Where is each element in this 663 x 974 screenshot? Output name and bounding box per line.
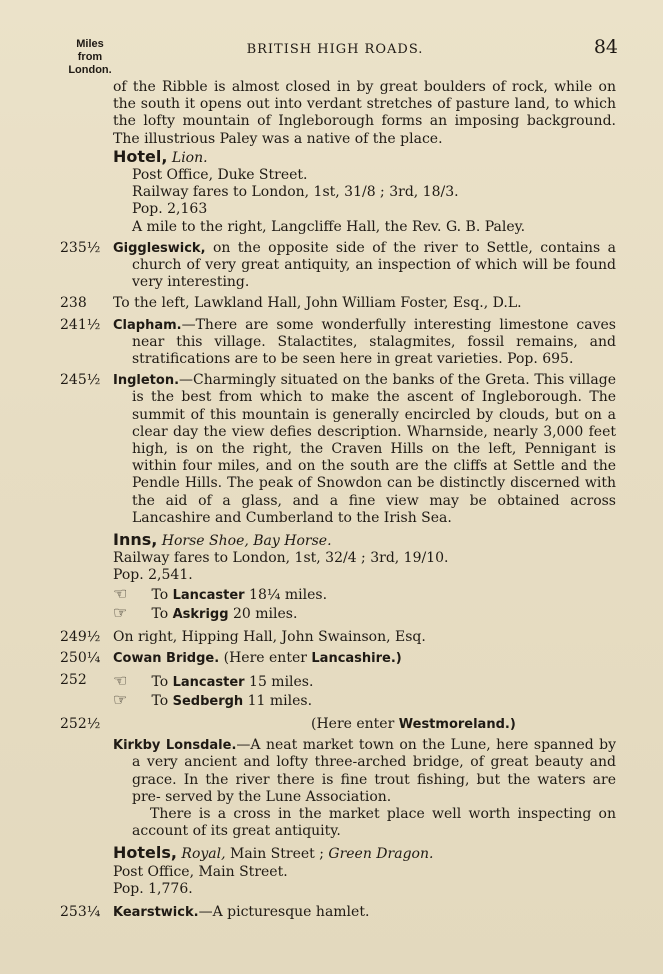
running-title: BRITISH HIGH ROADS. <box>246 42 424 57</box>
county-name: Westmoreland.) <box>398 716 516 732</box>
place-name: Kearstwick. <box>113 904 199 920</box>
place-name: Kirkby Lonsdale. <box>113 738 237 754</box>
miles-heading-line: London. <box>68 64 112 76</box>
hotel-address: Main Street ; <box>230 846 324 863</box>
railway-fares: Railway fares to London, 1st, 32/4 ; 3rd, 19/10. <box>113 550 449 567</box>
hand-pointing-right-icon: ☞ <box>113 602 128 622</box>
mile-marker: 241½ <box>60 316 101 333</box>
hotel-name: Royal, <box>181 846 226 863</box>
hand-pointing-right-icon: ☞ <box>113 689 128 709</box>
inns-heading: Inns, <box>113 530 158 550</box>
place-name: Cowan Bridge. <box>113 651 220 667</box>
county-name: Lancashire.) <box>311 651 402 667</box>
population: Pop. 2,163 <box>132 201 208 218</box>
mile-marker: 245½ <box>60 372 101 389</box>
miles-column-heading <box>58 38 122 77</box>
hand-pointing-left-icon: ☜ <box>113 583 128 603</box>
direction-line: ☞ To Askrigg 20 miles. <box>113 602 298 622</box>
hotel-name: Green Dragon. <box>328 846 434 863</box>
mile-marker: 235½ <box>60 239 101 256</box>
entry-kirkby-lonsdale: Kirkby Lonsdale.—A neat market town on the Lune, here spanned by a very ancient and lofty three-arched bridge, of great beauty and grace. In the river there is fine trout fishing, but the waters are pre- served by the Lune Association. There is a cross in the market place well worth inspecting on account of its great antiquity. <box>113 737 617 840</box>
entry-westmoreland: 252½ (Here enter Westmoreland.) <box>60 715 516 732</box>
post-office: Post Office, Main Street. <box>113 863 288 880</box>
ingleton-inns <box>60 531 616 550</box>
entry-ingleton: 245½ Ingleton.—Charmingly situated on the banks of the Greta. This village is the best from which to make the ascent of Ingleborough. The summit of this mountain is generally encircled by clouds, but on a clear day the view defies description. Wharnside, nearly 3,000 feet high, is on the right, the Craven Hills on the left, Pennigant is within four miles, and on the south are the cliffs at Settle and the Pendle Hills. The peak of Snowdon can be distinctly discerned with the aid of a glass, and a fine view may be obtained across Lancashire and Cumberland to the Irish Sea. <box>60 372 616 526</box>
population: Pop. 2,541. <box>113 567 193 584</box>
entry-hipping-hall <box>60 629 616 646</box>
kirkby-paragraph-2: There is a cross in the market place well worth inspecting on account of its great antiquity. <box>132 805 616 840</box>
entry-text: To the left, Lawkland Hall, John William Foster, Esq., D.L. <box>113 295 522 312</box>
entry-giggleswick: 235½ Giggleswick, on the opposite side of the river to Settle, contains a church of very great antiquity, an inspection of which will be found very interesting. <box>60 239 616 291</box>
inns-names: Horse Shoe, Bay Horse. <box>161 533 332 550</box>
entry-cowan-bridge: 250¼ Cowan Bridge. (Here enter Lancashire.) <box>60 650 402 667</box>
destination: Lancaster <box>172 587 245 603</box>
page-content <box>60 79 616 921</box>
mile-marker: 249½ <box>60 629 101 646</box>
destination: Sedbergh <box>172 693 244 709</box>
place-name: Ingleton. <box>113 373 180 389</box>
mile-note: A mile to the right, Langcliffe Hall, the Rev. G. B. Paley. <box>132 218 526 235</box>
place-name: Giggleswick, <box>113 240 206 256</box>
mile-marker: 252 <box>60 671 87 688</box>
hotel-heading: Hotel, <box>113 146 168 166</box>
hotel-name: Lion. <box>171 149 208 166</box>
direction-line: ☜ To Lancaster 18¼ miles. <box>113 583 328 603</box>
page-number: 84 <box>593 36 618 58</box>
kirkby-hotels <box>60 844 616 863</box>
mile-marker: 253¼ <box>60 903 101 920</box>
post-office: Post Office, Duke Street. <box>132 167 308 184</box>
entry-clapham: 241½ Clapham.—There are some wonderfully interesting limestone caves near this village. Stalactites, stalagmites, fossil remains, and stratifications are to be seen here in great varieties. Pop. 695. <box>60 316 617 368</box>
settle-hotel <box>60 148 616 167</box>
miles-heading-line: from <box>77 51 103 63</box>
population: Pop. 1,776. <box>113 880 193 897</box>
entry-text: On right, Hipping Hall, John Swainson, Esq. <box>113 629 426 646</box>
place-name: Clapham. <box>113 317 182 333</box>
entry-kearstwick: 253¼ Kearstwick.—A picturesque hamlet. <box>60 903 370 920</box>
destination: Lancaster <box>172 674 245 690</box>
miles-heading-line: Miles <box>76 38 104 50</box>
mile-marker: 252½ <box>60 715 101 732</box>
mile-marker: 238 <box>60 295 87 312</box>
hotels-heading: Hotels, <box>113 843 177 863</box>
destination: Askrigg <box>172 606 229 622</box>
mile-marker: 250¼ <box>60 650 101 667</box>
railway-fares: Railway fares to London, 1st, 31/8 ; 3rd, 18/3. <box>132 184 459 201</box>
hand-pointing-left-icon: ☜ <box>113 670 128 690</box>
direction-line: ☞ To Sedbergh 11 miles. <box>113 689 313 709</box>
entry-252: 252 ☜ To Lancaster 15 miles. <box>60 670 314 690</box>
settle-description: of the Ribble is almost closed in by great boulders of rock, while on the south it opens out into verdant stretches of pasture land, to which the lofty mountain of Ingleborough forms an imposing background. The illustrious Paley was a native of the place. <box>113 79 616 147</box>
entry-lawkland <box>60 295 616 312</box>
